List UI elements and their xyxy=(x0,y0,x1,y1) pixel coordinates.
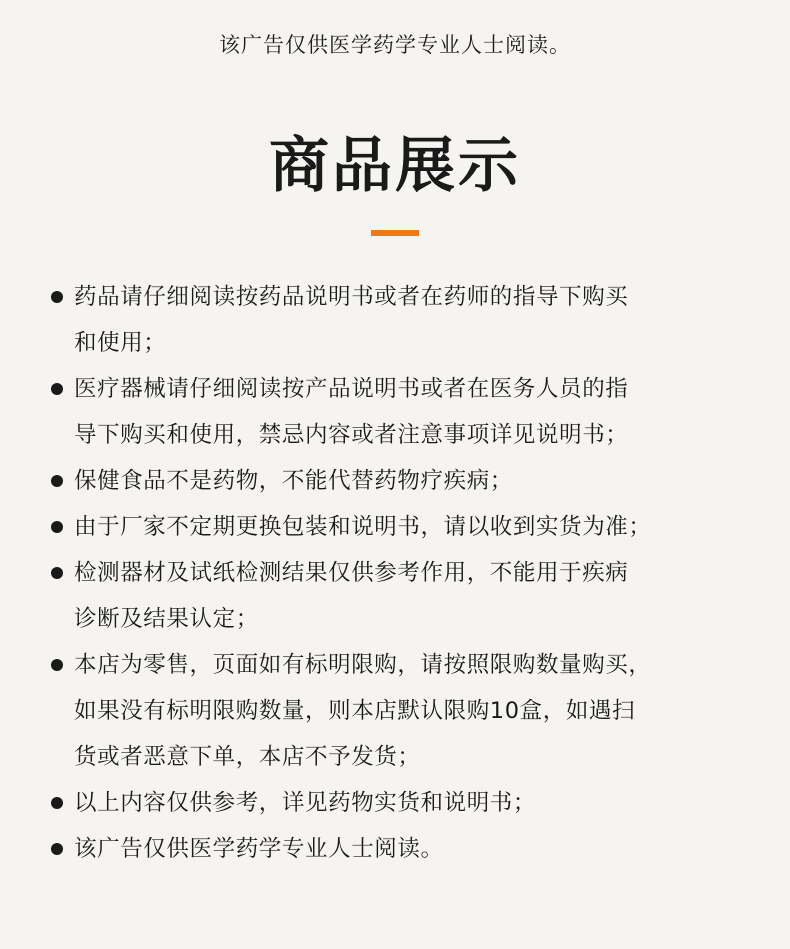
top-notice: 该广告仅供医学药学专业人士阅读。 xyxy=(219,33,571,57)
list-item xyxy=(48,826,748,872)
list-item-text: 医疗器械请仔细阅读按产品说明书或者在医务人员的指 导下购买和使用，禁忌内容或者注意事项详见说明书； xyxy=(74,376,629,448)
list-item xyxy=(48,458,748,504)
list-item xyxy=(48,366,748,458)
bullet-icon xyxy=(51,383,63,395)
list-item-text: 药品请仔细阅读按药品说明书或者在药师的指导下购买 和使用； xyxy=(74,284,629,356)
list-item xyxy=(48,642,748,780)
list-item-text: 本店为零售，页面如有标明限购，请按照限购数量购买， 如果没有标明限购数量，则本店默认限购10盒，如遇扫 货或者恶意下单，本店不予发货； xyxy=(74,652,652,770)
list-item xyxy=(48,550,748,642)
bullet-icon xyxy=(51,567,63,579)
bullet-icon xyxy=(51,475,63,487)
list-item xyxy=(48,274,748,366)
bullet-icon xyxy=(51,843,63,855)
page-title: 商品展示 xyxy=(269,131,521,201)
title-underline xyxy=(371,230,419,236)
list-item-text: 该广告仅供医学药学专业人士阅读。 xyxy=(74,836,444,862)
list-item xyxy=(48,504,748,550)
bullet-icon xyxy=(51,291,63,303)
list-item-text: 由于厂家不定期更换包装和说明书，请以收到实货为准； xyxy=(74,514,652,540)
notice-list xyxy=(48,274,748,872)
bullet-icon xyxy=(51,659,63,671)
list-item-text: 保健食品不是药物，不能代替药物疗疾病； xyxy=(74,468,513,494)
list-item xyxy=(48,780,748,826)
list-item-text: 以上内容仅供参考，详见药物实货和说明书； xyxy=(74,790,537,816)
list-item-text: 检测器材及试纸检测结果仅供参考作用，不能用于疾病 诊断及结果认定； xyxy=(74,560,629,632)
bullet-icon xyxy=(51,521,63,533)
bullet-icon xyxy=(51,797,63,809)
